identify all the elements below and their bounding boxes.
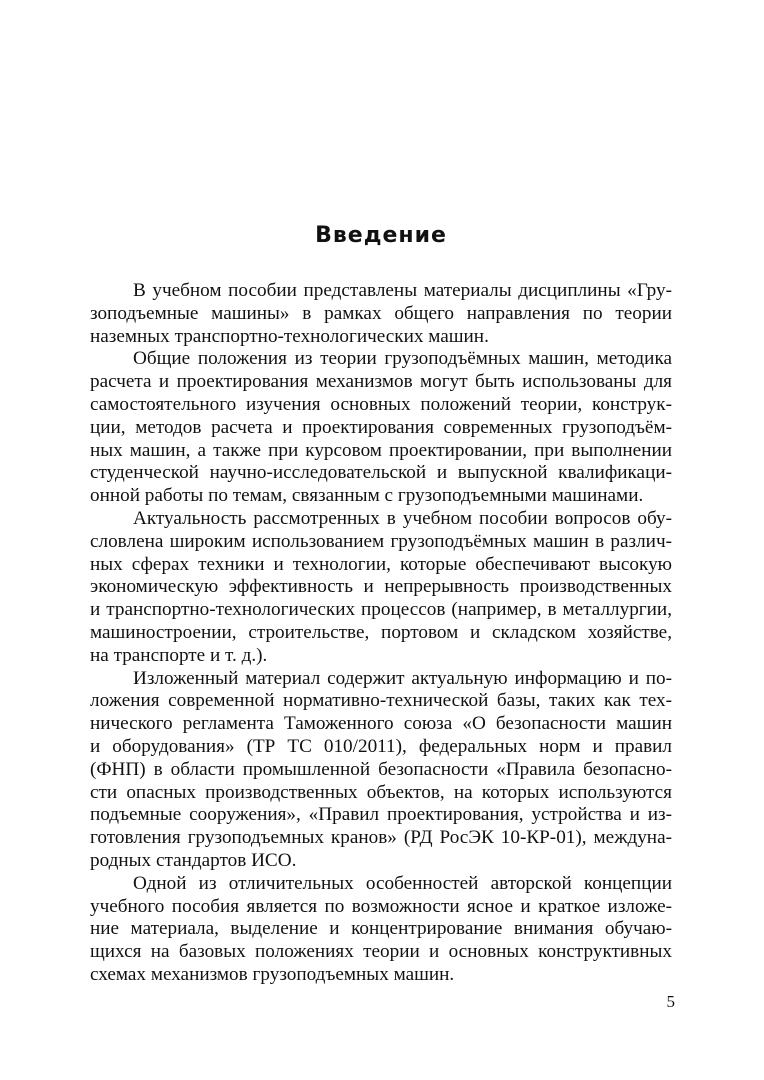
text-line: ных сферах техники и технологии, которые обеспечивают высокую [90, 553, 672, 575]
paragraph [90, 348, 672, 508]
text-line: сти опасных производственных объектов, на которых используются [90, 781, 672, 803]
text-line: ных машин, а также при курсовом проектировании, при выполнении [90, 439, 672, 461]
text-line: Общие положения из теории грузоподъёмных машин, методика [133, 348, 672, 370]
paragraph [90, 668, 672, 873]
text-line: расчета и проектирования механизмов могут быть использованы для [90, 371, 672, 393]
paragraph [90, 873, 672, 987]
text-line: Одной из отличительных особенностей авторской концепции [133, 872, 672, 894]
page-number: 5 [666, 992, 675, 1011]
text-line: и оборудования» (ТР ТС 010/2011), федеральных норм и правил [90, 735, 672, 757]
text-line: самостоятельного изучения основных положений теории, конструк- [90, 393, 672, 415]
body-text [90, 280, 672, 987]
text-line: студенческой научно-исследовательской и выпускной квалификаци- [90, 462, 672, 484]
paragraph [90, 508, 672, 668]
text-line: схемах механизмов грузоподъемных машин. [90, 963, 455, 985]
text-line: наземных транспортно-технологических машин. [90, 325, 489, 347]
text-line: онной работы по темам, связанным с грузоподъемными машинами. [90, 485, 644, 507]
text-line: В учебном пособии представлены материалы дисциплины «Гру- [133, 280, 672, 301]
page-title: Введение [315, 223, 447, 248]
text-line: ложения современной нормативно-технической базы, таких как тех- [90, 690, 672, 712]
text-line: ние материала, выделение и концентрирование внимания обучаю- [90, 918, 672, 940]
paragraph [90, 280, 672, 348]
text-line: Изложенный материал содержит актуальную информацию и по- [133, 667, 672, 689]
text-line: нического регламента Таможенного союза «О безопасности машин [90, 713, 672, 735]
text-line: экономическую эффективность и непрерывность производственных [90, 576, 672, 598]
text-line: словлена широким использованием грузоподъёмных машин в различ- [90, 530, 672, 552]
text-line: учебного пособия является по возможности ясное и краткое изложе- [90, 895, 672, 917]
text-line: подъемные сооружения», «Правил проектирования, устройства и из- [90, 804, 672, 826]
text-line: машиностроении, строительстве, портовом и складском хозяйстве, [90, 621, 672, 643]
text-line: готовления грузоподъемных кранов» (РД РосЭК 10-КР-01), междуна- [90, 827, 672, 849]
text-line: Актуальность рассмотренных в учебном пособии вопросов обу- [133, 507, 672, 529]
text-line: родных стандартов ИСО. [90, 849, 297, 871]
text-line: щихся на базовых положениях теории и основных конструктивных [90, 941, 672, 963]
text-line: и транспортно-технологических процессов (например, в металлургии, [90, 599, 672, 621]
text-line: зоподъемные машины» в рамках общего направления по теории [90, 302, 672, 324]
text-line: (ФНП) в области промышленной безопасности «Правила безопасно- [90, 758, 672, 780]
text-line: ции, методов расчета и проектирования современных грузоподъём- [90, 416, 672, 438]
text-line: на транспорте и т. д.). [90, 644, 268, 666]
